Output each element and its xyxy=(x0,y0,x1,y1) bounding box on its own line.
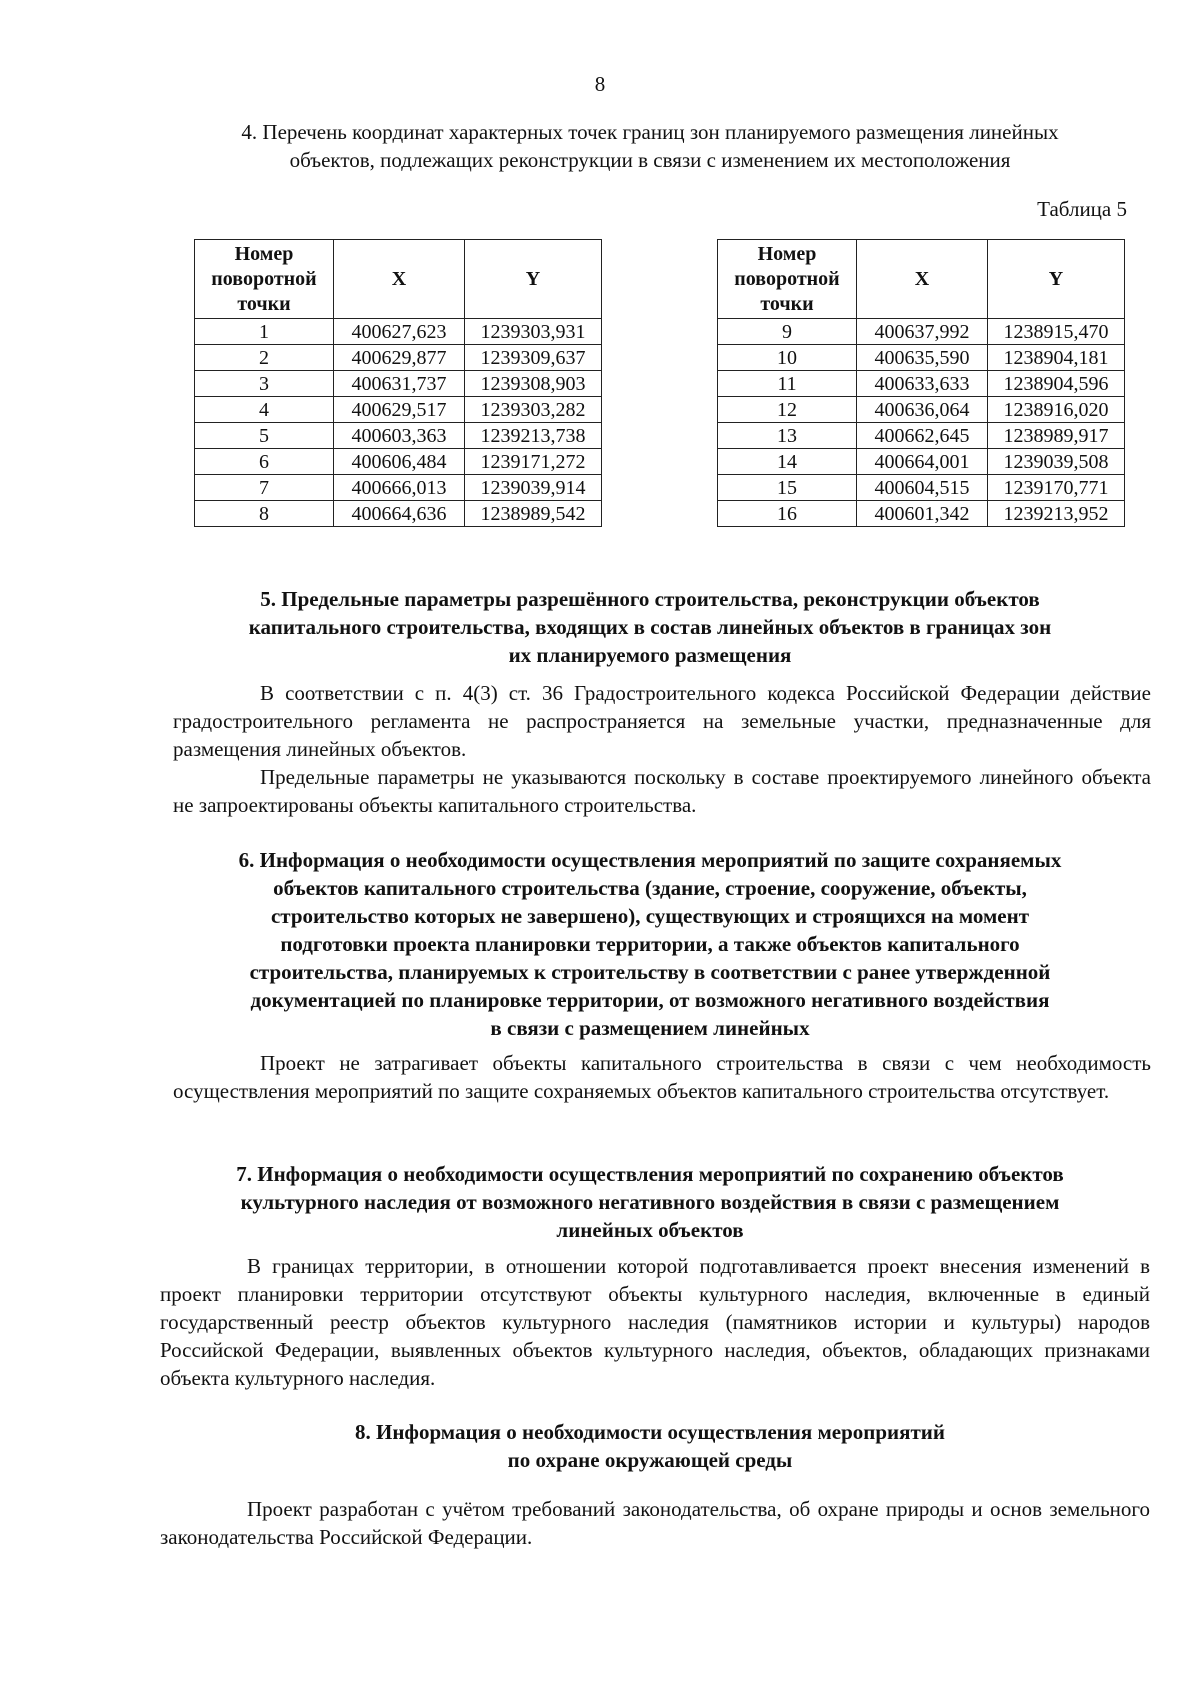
table-row xyxy=(718,319,1125,345)
heading-line: по охране окружающей среды xyxy=(507,1448,793,1472)
page-number: 8 xyxy=(594,72,606,96)
heading-line: их планируемого размещения xyxy=(508,643,792,667)
table-row xyxy=(195,501,602,527)
table-row xyxy=(718,371,1125,397)
cell-y: 1239213,738 xyxy=(465,423,602,449)
coordinates-table-right xyxy=(717,239,1125,527)
heading-line: 8. Информация о необходимости осуществления мероприятий xyxy=(354,1420,946,1444)
heading-line: капитального строительства, входящих в состав линейных объектов в границах зон xyxy=(248,615,1052,639)
cell-y: 1239303,282 xyxy=(465,397,602,423)
cell-x: 400604,515 xyxy=(857,475,988,501)
cell-point-number: 1 xyxy=(195,319,334,345)
section-6-heading xyxy=(160,846,1140,1042)
section-7-heading xyxy=(160,1160,1140,1244)
cell-y: 1239171,272 xyxy=(465,449,602,475)
table-row xyxy=(195,423,602,449)
heading-line: подготовки проекта планировки территории, а также объектов капитального xyxy=(280,932,1020,956)
cell-x: 400662,645 xyxy=(857,423,988,449)
cell-y: 1238916,020 xyxy=(988,397,1125,423)
table-caption: Таблица 5 xyxy=(1037,197,1127,221)
cell-x: 400664,636 xyxy=(334,501,465,527)
cell-point-number: 8 xyxy=(195,501,334,527)
section-5-heading xyxy=(160,585,1140,669)
table-row xyxy=(718,423,1125,449)
cell-y: 1239039,508 xyxy=(988,449,1125,475)
table-row xyxy=(195,449,602,475)
heading-line: строительства, планируемых к строительству в соответствии с ранее утвержденной xyxy=(249,960,1051,984)
cell-x: 400603,363 xyxy=(334,423,465,449)
table-row xyxy=(195,475,602,501)
table-body xyxy=(195,319,602,527)
cell-point-number: 4 xyxy=(195,397,334,423)
table-header-row xyxy=(195,240,602,319)
column-header-x: X xyxy=(857,240,988,319)
cell-y: 1239213,952 xyxy=(988,501,1125,527)
cell-y: 1238989,542 xyxy=(465,501,602,527)
cell-x: 400666,013 xyxy=(334,475,465,501)
cell-x: 400606,484 xyxy=(334,449,465,475)
section-5-paragraph-1: В соответствии с п. 4(3) ст. 36 Градостроительного кодекса Российской Федерации действие градостроительного регламента не распространяется на земельные участки, предназначенные для размещения линейных объектов. xyxy=(173,681,1151,761)
column-header-x: X xyxy=(334,240,465,319)
cell-x: 400629,877 xyxy=(334,345,465,371)
table-row xyxy=(195,319,602,345)
coordinates-table-left xyxy=(194,239,602,527)
cell-x: 400636,064 xyxy=(857,397,988,423)
cell-y: 1238904,181 xyxy=(988,345,1125,371)
table-row xyxy=(195,397,602,423)
cell-point-number: 9 xyxy=(718,319,857,345)
cell-point-number: 3 xyxy=(195,371,334,397)
table-row xyxy=(718,397,1125,423)
cell-point-number: 5 xyxy=(195,423,334,449)
cell-point-number: 10 xyxy=(718,345,857,371)
cell-y: 1238904,596 xyxy=(988,371,1125,397)
column-header-y: Y xyxy=(465,240,602,319)
section-6-paragraph: Проект не затрагивает объекты капитального строительства в связи с чем необходимость осуществления мероприятий по защите сохраняемых объектов капитального строительства отсутствует. xyxy=(173,1051,1151,1103)
table-row xyxy=(195,371,602,397)
table-header-row xyxy=(718,240,1125,319)
cell-x: 400629,517 xyxy=(334,397,465,423)
table-body xyxy=(718,319,1125,527)
cell-point-number: 6 xyxy=(195,449,334,475)
column-header-point-number: Номер поворотной точки xyxy=(718,240,857,319)
cell-y: 1239308,903 xyxy=(465,371,602,397)
cell-y: 1239039,914 xyxy=(465,475,602,501)
heading-line: 6. Информация о необходимости осуществления мероприятий по защите сохраняемых xyxy=(238,848,1062,872)
section-7-paragraph: В границах территории, в отношении которой подготавливается проект внесения изменений в проект планировки территории отсутствуют объекты культурного наследия, включенные в единый государственный реестр объектов культурного наследия (памятников истории и культуры) народов Российской Федерации, выявленных объектов культурного наследия, объектов, обладающих признаками объекта культурного наследия. xyxy=(160,1254,1150,1390)
cell-y: 1238915,470 xyxy=(988,319,1125,345)
cell-point-number: 12 xyxy=(718,397,857,423)
heading-line: в связи с размещением линейных xyxy=(490,1016,810,1040)
cell-x: 400664,001 xyxy=(857,449,988,475)
cell-x: 400633,633 xyxy=(857,371,988,397)
heading-line: 7. Информация о необходимости осуществления мероприятий по сохранению объектов xyxy=(236,1162,1064,1186)
cell-point-number: 2 xyxy=(195,345,334,371)
section-8-paragraph: Проект разработан с учётом требований законодательства, об охране природы и основ земельного законодательства Российской Федерации. xyxy=(160,1497,1150,1549)
column-header-point-number: Номер поворотной точки xyxy=(195,240,334,319)
cell-point-number: 7 xyxy=(195,475,334,501)
table-row xyxy=(718,475,1125,501)
table-row xyxy=(718,345,1125,371)
section-4-title xyxy=(170,118,1130,174)
cell-x: 400631,737 xyxy=(334,371,465,397)
cell-point-number: 15 xyxy=(718,475,857,501)
table-row xyxy=(718,501,1125,527)
column-header-y: Y xyxy=(988,240,1125,319)
cell-point-number: 13 xyxy=(718,423,857,449)
heading-line: строительство которых не завершено), существующих и строящихся на момент xyxy=(270,904,1030,928)
table-row xyxy=(195,345,602,371)
cell-point-number: 11 xyxy=(718,371,857,397)
cell-x: 400635,590 xyxy=(857,345,988,371)
heading-line: культурного наследия от возможного негативного воздействия в связи с размещением xyxy=(240,1190,1060,1214)
cell-y: 1239309,637 xyxy=(465,345,602,371)
cell-y: 1238989,917 xyxy=(988,423,1125,449)
section-8-heading xyxy=(160,1418,1140,1474)
cell-x: 400601,342 xyxy=(857,501,988,527)
title-line: 4. Перечень координат характерных точек границ зон планируемого размещения линейных xyxy=(241,120,1059,144)
table-row xyxy=(718,449,1125,475)
cell-point-number: 16 xyxy=(718,501,857,527)
title-line: объектов, подлежащих реконструкции в связи с изменением их местоположения xyxy=(289,148,1011,172)
cell-y: 1239170,771 xyxy=(988,475,1125,501)
heading-line: линейных объектов xyxy=(556,1218,744,1242)
heading-line: 5. Предельные параметры разрешённого строительства, реконструкции объектов xyxy=(260,587,1040,611)
cell-x: 400627,623 xyxy=(334,319,465,345)
cell-x: 400637,992 xyxy=(857,319,988,345)
section-5-paragraph-2: Предельные параметры не указываются поскольку в составе проектируемого линейного объекта не запроектированы объекты капитального строительства. xyxy=(173,765,1151,817)
cell-y: 1239303,931 xyxy=(465,319,602,345)
cell-point-number: 14 xyxy=(718,449,857,475)
heading-line: документацией по планировке территории, от возможного негативного воздействия xyxy=(250,988,1050,1012)
heading-line: объектов капитального строительства (здание, строение, сооружение, объекты, xyxy=(273,876,1027,900)
